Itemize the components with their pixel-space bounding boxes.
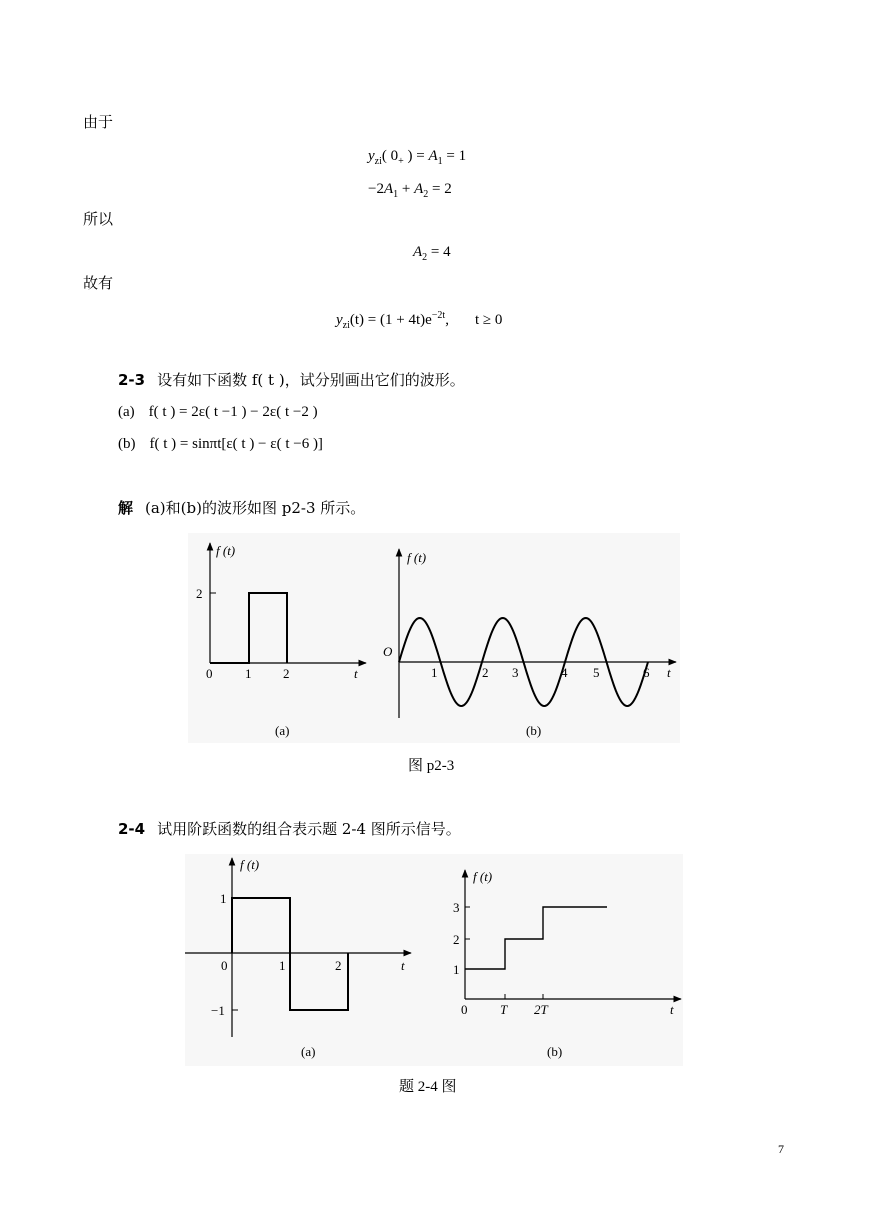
fig24a-sublabel: (a) [301, 1044, 316, 1059]
problem-2-4-statement: 2-4 试用阶跃函数的组合表示题 2-4 图所示信号。 [118, 820, 461, 838]
fig-b-xtick-6: 6 [643, 665, 650, 680]
problem-2-3-statement: 2-3 设有如下函数 f( t )，试分别画出它们的波形。 [118, 371, 465, 389]
fig24b-ytick-label-2: 2 [453, 932, 460, 947]
fig24b-ylabel: f (t) [473, 869, 493, 884]
fig24a-xtick-1: 1 [279, 958, 286, 973]
figure-p2-3-caption: 图 p2-3 [408, 758, 455, 774]
fig-b-xtick-2: 2 [482, 665, 489, 680]
problem-2-3-part-b: (b) f( t ) = sinπt[ε( t ) − ε( t −6 )] [118, 436, 323, 452]
fig-b-xtick-3: 3 [512, 665, 519, 680]
fig24b-xtick-label-T: T [500, 1002, 508, 1017]
solution-2-3: 解 (a)和(b)的波形如图 p2-3 所示。 [118, 499, 366, 517]
equation-derivative-condition: $-2A_1 + A_2 = 2$ [368, 181, 452, 200]
page-number: 7 [778, 1142, 784, 1156]
fig24a-xtick-0: 0 [221, 958, 228, 973]
fig24b-staircase [465, 907, 607, 969]
fig-a-ylabel: f (t) [216, 543, 236, 558]
fig24a-signal [232, 898, 348, 1010]
fig24a-xtick-2: 2 [335, 958, 342, 973]
fig24a-ylabel: f (t) [240, 857, 260, 872]
fig24b-xlabel: t [670, 1002, 674, 1017]
fig-a-xtick-1: 1 [245, 666, 252, 681]
fig24b-ytick-label-1: 1 [453, 962, 460, 977]
fig24b-ytick-label-3: 3 [453, 900, 460, 915]
fig24b-xtick-label-0: 0 [461, 1002, 468, 1017]
fig-a-pulse [210, 593, 287, 663]
equation-initial-condition: $y_{zi}$( $0_+$ ) = $A_1 = 1$ [368, 148, 467, 167]
fig-a-xlabel: t [354, 666, 358, 681]
fig-a-ytick-label: 2 [196, 586, 203, 601]
fig24a-ytick-label-1: 1 [220, 891, 227, 906]
fig-a-sublabel: (a) [275, 723, 290, 738]
fig-a-xtick-0: 0 [206, 666, 213, 681]
figure-2-4 [185, 854, 683, 1066]
equation-a2: $A_2 = 4$ [413, 244, 451, 263]
fig24a-ytick-label-neg1: −1 [211, 1003, 225, 1018]
equation-zero-input-response: $y_{zi}(t) = (1 + 4t)e^{-2t}$, t ≥ 0 [336, 310, 503, 331]
fig24a-xlabel: t [401, 958, 405, 973]
figure-2-4-caption: 题 2-4 图 [399, 1079, 457, 1095]
fig-b-sublabel: (b) [526, 723, 542, 738]
fig24b-xtick-label-2T: 2T [534, 1002, 548, 1017]
problem-2-3-part-a: (a) f( t ) = 2ε( t −1 ) − 2ε( t −2 ) [118, 404, 318, 420]
fig-b-xtick-1: 1 [431, 665, 438, 680]
fig-b-origin: O [383, 644, 393, 659]
figure-p2-3 [188, 533, 680, 743]
text-youyu: 由于 [83, 113, 114, 131]
text-suoyi: 所以 [83, 210, 114, 228]
fig-b-xtick-5: 5 [593, 665, 600, 680]
fig24b-sublabel: (b) [547, 1044, 563, 1059]
fig-a-xtick-2: 2 [283, 666, 290, 681]
fig-b-xlabel: t [667, 665, 671, 680]
fig-b-xtick-4: 4 [561, 665, 568, 680]
text-guyou: 故有 [83, 274, 114, 292]
fig-b-ylabel: f (t) [407, 550, 427, 565]
